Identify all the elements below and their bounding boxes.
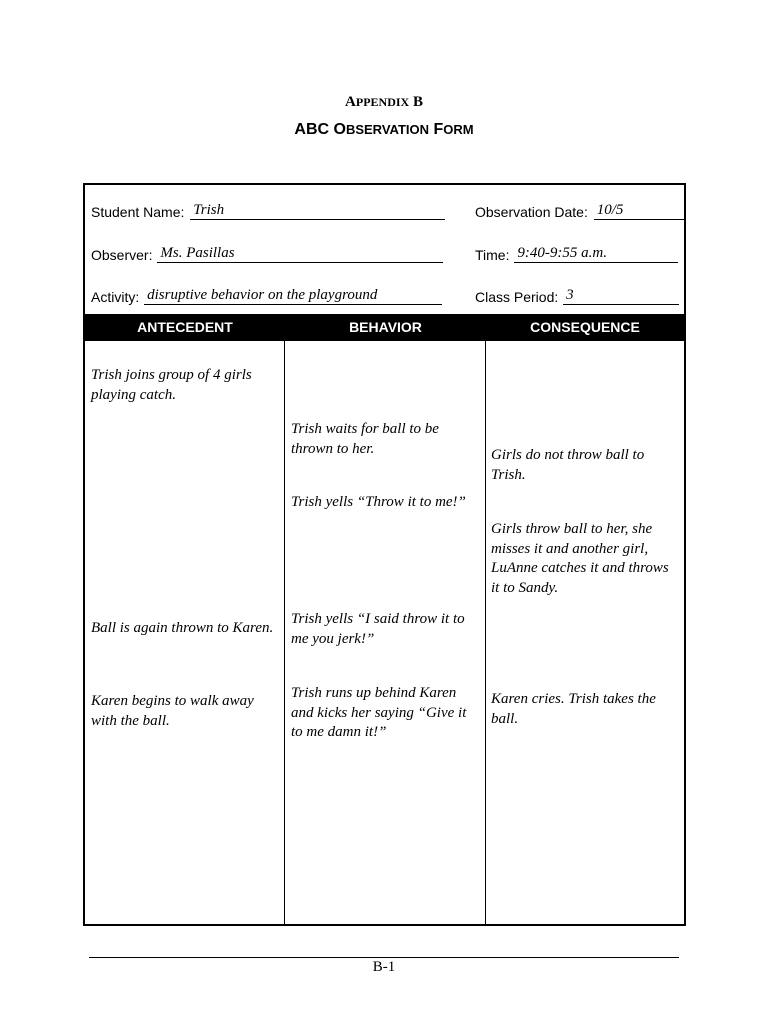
time-field[interactable]: 9:40-9:55 a.m.	[514, 245, 678, 263]
form-title: ABC OBSERVATION FORM	[294, 121, 474, 138]
student-name-field[interactable]: Trish	[190, 202, 445, 220]
observer-row	[91, 245, 443, 263]
appendix-label: APPENDIX B	[345, 94, 423, 110]
page-number: B-1	[372, 959, 396, 975]
time-row	[475, 245, 678, 263]
student-name-label: Student Name:	[91, 204, 185, 220]
student-name-row	[91, 202, 445, 220]
class-period-row	[475, 287, 679, 305]
footer-rule	[89, 957, 679, 958]
consequence-entry: Karen cries. Trish takes the ball.	[491, 691, 656, 727]
antecedent-entry: Trish joins group of 4 girls playing catch.	[91, 367, 252, 403]
observation-date-label: Observation Date:	[475, 204, 588, 220]
observation-date-row	[475, 202, 684, 220]
class-period-label: Class Period:	[475, 289, 559, 305]
activity-row	[91, 287, 442, 305]
consequence-entry: Girls do not throw ball to Trish.	[491, 447, 645, 483]
observation-date-field[interactable]: 10/5	[594, 202, 684, 220]
observer-field[interactable]: Ms. Pasillas	[157, 245, 443, 263]
behavior-entry: Trish yells “I said throw it to me you jerk!”	[291, 611, 465, 647]
column-divider	[284, 341, 285, 924]
behavior-entry: Trish waits for ball to be thrown to her.	[291, 421, 439, 457]
consequence-entry: Girls throw ball to her, she misses it and another girl, LuAnne catches it and throws it to Sandy.	[491, 521, 669, 596]
class-period-field[interactable]: 3	[563, 287, 679, 305]
column-divider	[485, 341, 486, 924]
activity-label: Activity:	[91, 289, 140, 305]
antecedent-entry: Karen begins to walk away with the ball.	[91, 693, 254, 729]
observer-label: Observer:	[91, 247, 153, 263]
antecedent-entry: Ball is again thrown to Karen.	[91, 620, 274, 636]
activity-field[interactable]: disruptive behavior on the playground	[144, 287, 442, 305]
behavior-header: BEHAVIOR	[349, 319, 422, 335]
time-label: Time:	[475, 247, 510, 263]
behavior-entry: Trish yells “Throw it to me!”	[291, 494, 466, 510]
column-header-bar	[85, 314, 684, 341]
behavior-entry: Trish runs up behind Karen and kicks her saying “Give it to me damn it!”	[291, 685, 467, 740]
consequence-header: CONSEQUENCE	[530, 319, 640, 335]
abc-form	[83, 183, 686, 926]
antecedent-header: ANTECEDENT	[137, 319, 233, 335]
